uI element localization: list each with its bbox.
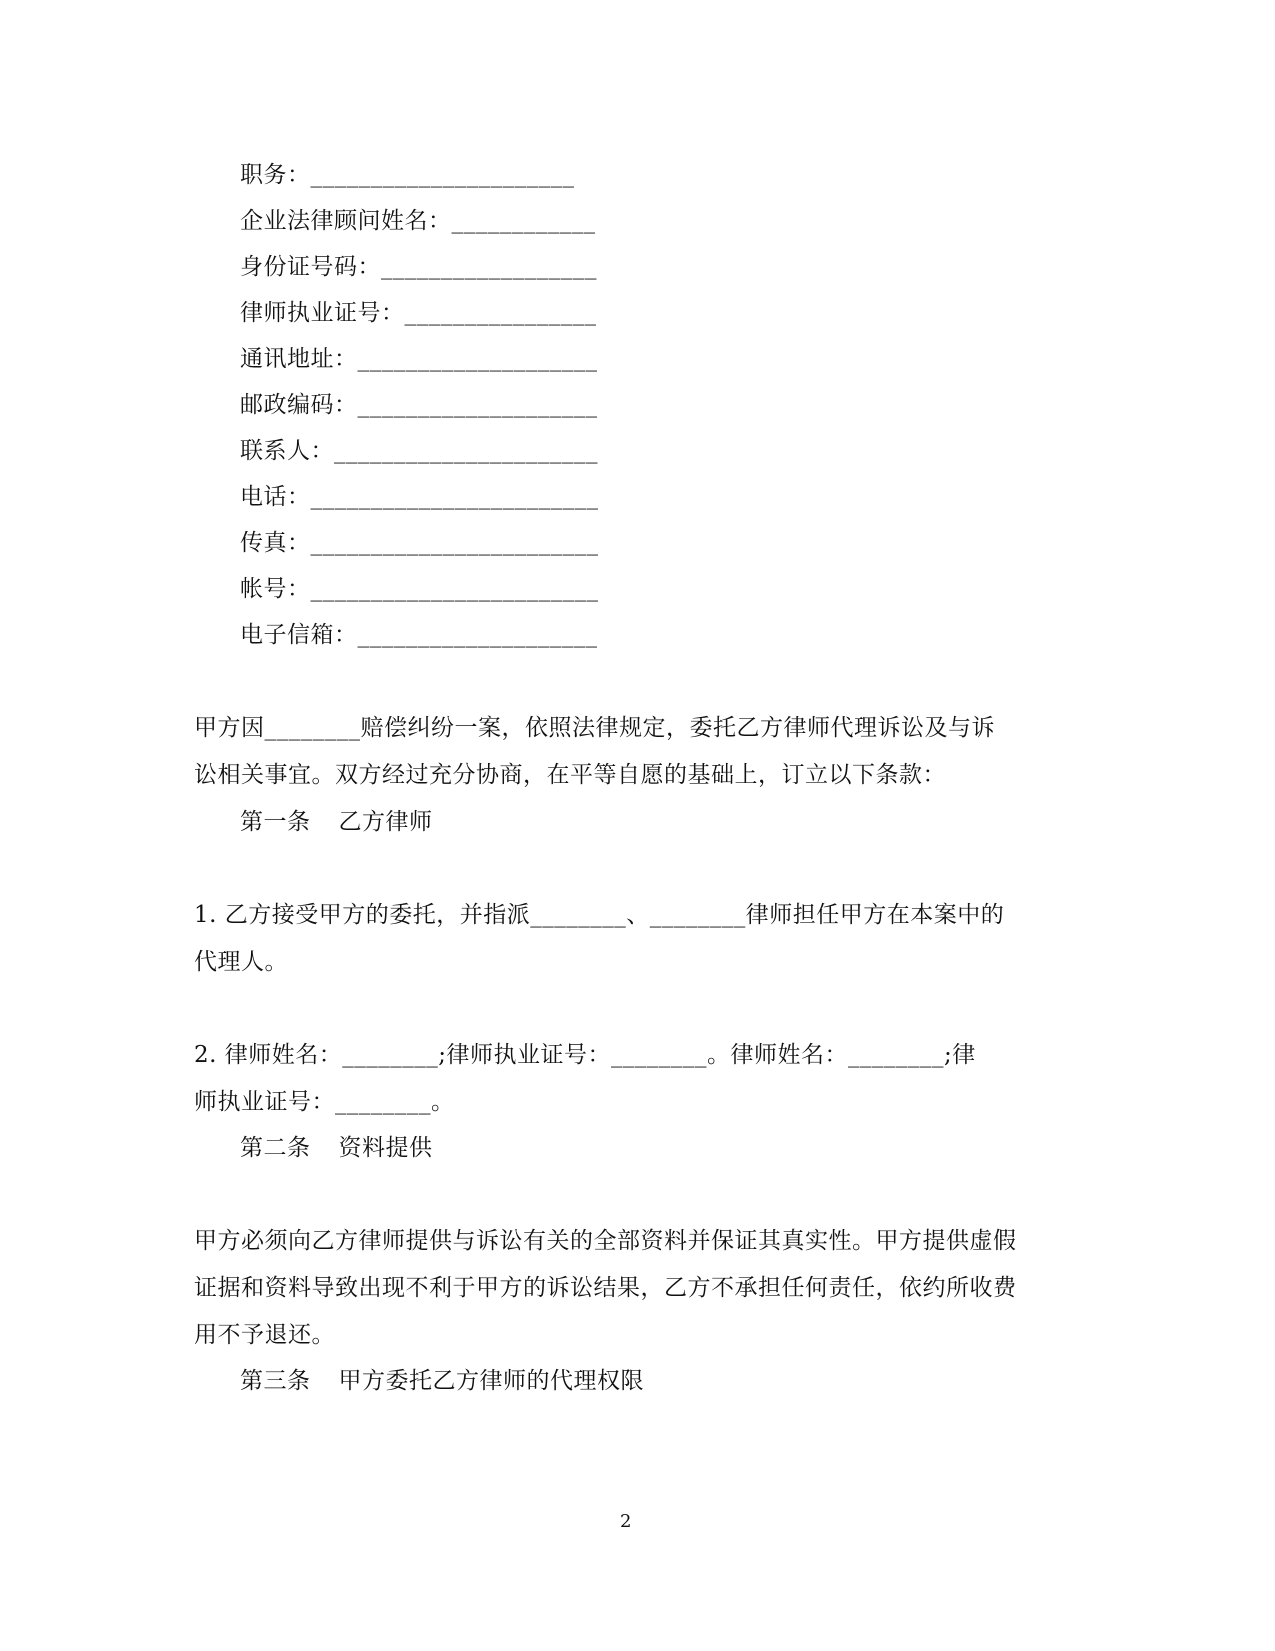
field-fax: 传真：________________________: [240, 530, 599, 556]
article-3-heading: [240, 1366, 644, 1396]
article-2-line-1: 甲方必须向乙方律师提供与诉讼有关的全部资料并保证其真实性。甲方提供虚假: [194, 1228, 1017, 1254]
field-phone: 电话：________________________: [240, 484, 599, 510]
field-email: 电子信箱：____________________: [240, 622, 598, 648]
article-1-item-1-line-2: 代理人。: [194, 949, 288, 975]
article-3-number: 第三条: [240, 1368, 311, 1394]
article-3-title: 甲方委托乙方律师的代理权限: [338, 1368, 644, 1394]
article-1-heading: [240, 807, 433, 837]
article-1-number: 第一条: [240, 809, 311, 835]
article-1-item-2-line-2: 师执业证号：________。: [194, 1089, 455, 1115]
page-number: 2: [620, 1511, 632, 1532]
article-2-line-2: 证据和资料导致出现不利于甲方的诉讼结果，乙方不承担任何责任，依约所收费: [194, 1275, 1017, 1301]
article-2-number: 第二条: [240, 1135, 311, 1161]
field-position: 职务：______________________: [240, 162, 575, 188]
article-1-item-2-line-1: 2. 律师姓名：________;律师执业证号：________。律师姓名：________;律: [194, 1042, 976, 1068]
article-1-title: 乙方律师: [338, 809, 433, 835]
article-2-title: 资料提供: [338, 1135, 433, 1161]
field-legal-advisor-name: 企业法律顾问姓名：____________: [240, 208, 596, 234]
article-1-item-1-line-1: 1. 乙方接受甲方的委托，并指派________、________律师担任甲方在本案中的: [194, 902, 1005, 928]
field-account-number: 帐号：________________________: [240, 576, 599, 602]
field-postal-code: 邮政编码：____________________: [240, 392, 598, 418]
field-id-number: 身份证号码：__________________: [240, 254, 597, 280]
article-2-heading: [240, 1133, 433, 1163]
intro-line-1: 甲方因________赔偿纠纷一案，依照法律规定，委托乙方律师代理诉讼及与诉: [194, 715, 995, 741]
field-mailing-address: 通讯地址：____________________: [240, 346, 598, 372]
article-2-line-3: 用不予退还。: [194, 1322, 335, 1348]
field-lawyer-license-number: 律师执业证号：________________: [240, 300, 597, 326]
field-contact-person: 联系人：______________________: [240, 438, 598, 464]
intro-line-2: 讼相关事宜。双方经过充分协商，在平等自愿的基础上，订立以下条款：: [194, 762, 946, 788]
